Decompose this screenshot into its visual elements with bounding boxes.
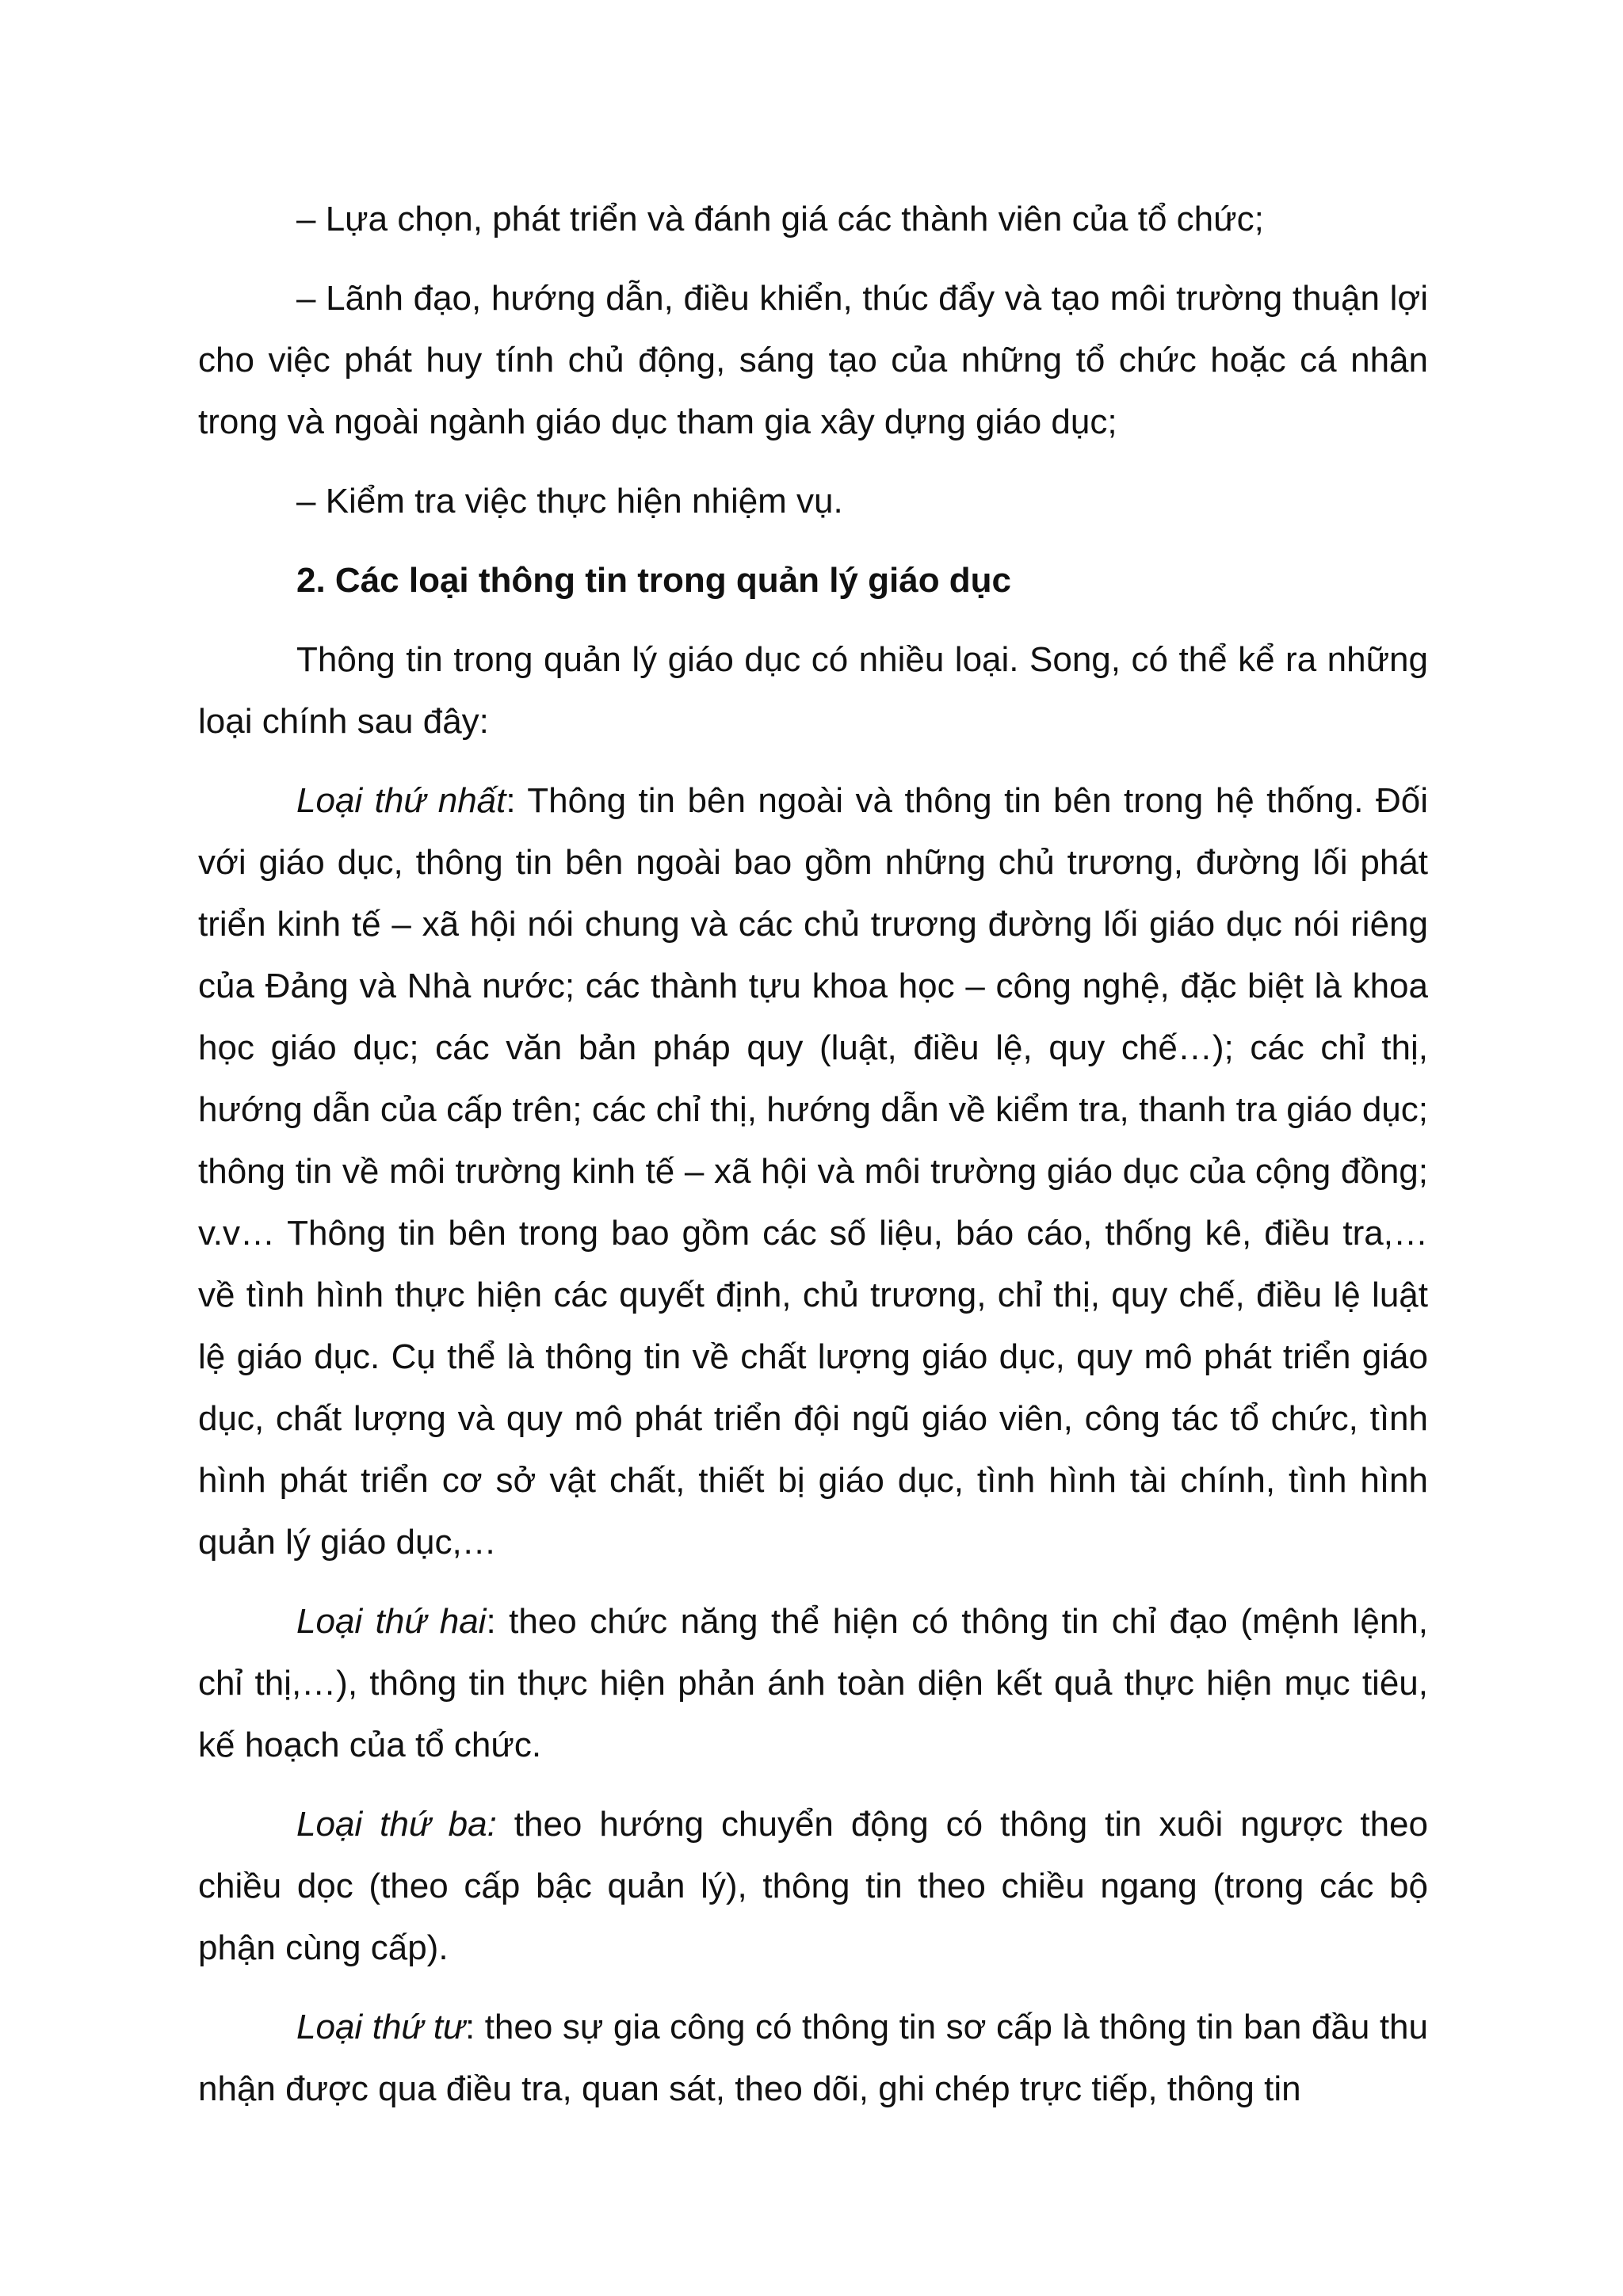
body-paragraph: [198, 770, 1428, 1573]
paragraph-lead: Loại thứ hai: [296, 1602, 487, 1641]
paragraph-text: : Thông tin bên ngoài và thông tin bên trong hệ thống. Đối với giáo dục, thông tin bên ngoài bao gồm những chủ trương, đường lối phát triển kinh tế – xã hội nói chung và các chủ trương đường lối giáo dục nói riêng của Đảng và Nhà nước; các thành tựu khoa học – công nghệ, đặc biệt là khoa học giáo dục; các văn bản pháp quy (luật, điều lệ, quy chế…); các chỉ thị, hướng dẫn của cấp trên; các chỉ thị, hướng dẫn về kiểm tra, thanh tra giáo dục; thông tin về môi trường kinh tế – xã hội và môi trường giáo dục của cộng đồng; v.v… Thông tin bên trong bao gồm các số liệu, báo cáo, thống kê, điều tra,… về tình hình thực hiện các quyết định, chủ trương, chỉ thị, quy chế, điều lệ luật lệ giáo dục. Cụ thể là thông tin về chất lượng giáo dục, quy mô phát triển giáo dục, chất lượng và quy mô phát triển đội ngũ giáo viên, công tác tổ chức, tình hình phát triển cơ sở vật chất, thiết bị giáo dục, tình hình tài chính, tình hình quản lý giáo dục,…: [198, 781, 1428, 1562]
paragraph-lead: Loại thứ tư: [296, 2008, 465, 2046]
body-paragraph: [198, 1591, 1428, 1776]
bullet-item: – Lựa chọn, phát triển và đánh giá các thành viên của tổ chức;: [296, 200, 1264, 238]
body-paragraph: [198, 1794, 1428, 1979]
body-paragraph: Thông tin trong quản lý giáo dục có nhiều loại. Song, có thể kể ra những loại chính sau đây:: [198, 640, 1428, 741]
paragraph-text: : theo chức năng thể hiện có thông tin chỉ đạo (mệnh lệnh, chỉ thị,…), thông tin thực hiện phản ánh toàn diện kết quả thực hiện mục tiêu, kế hoạch của tổ chức.: [198, 1602, 1428, 1764]
paragraph-lead: Loại thứ ba:: [296, 1805, 497, 1844]
section-heading: 2. Các loại thông tin trong quản lý giáo dục: [296, 561, 1012, 600]
body-paragraph: [198, 1997, 1428, 2120]
bullet-item: – Kiểm tra việc thực hiện nhiệm vụ.: [296, 482, 843, 521]
document-page: [198, 189, 1428, 2138]
paragraph-text: theo hướng chuyển động có thông tin xuôi ngược theo chiều dọc (theo cấp bậc quản lý), thông tin theo chiều ngang (trong các bộ phận cùng cấp).: [198, 1805, 1428, 1967]
bullet-item: – Lãnh đạo, hướng dẫn, điều khiển, thúc đẩy và tạo môi trường thuận lợi cho việc phát huy tính chủ động, sáng tạo của những tổ chức hoặc cá nhân trong và ngoài ngành giáo dục tham gia xây dựng giáo dục;: [198, 279, 1428, 441]
paragraph-text: : theo sự gia công có thông tin sơ cấp là thông tin ban đầu thu nhận được qua điều tra, quan sát, theo dõi, ghi chép trực tiếp, thông tin: [198, 2008, 1428, 2108]
paragraph-lead: Loại thứ nhất: [296, 781, 506, 820]
